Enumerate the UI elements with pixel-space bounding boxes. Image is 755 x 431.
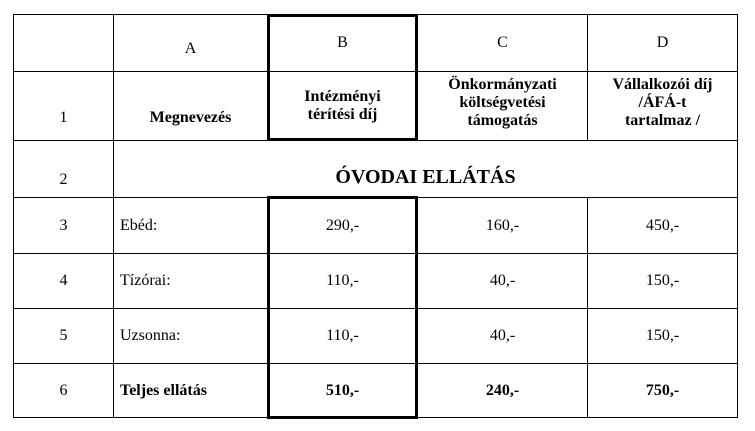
municipal-support: 40,-	[489, 327, 516, 344]
row-number: 6	[59, 381, 68, 399]
row-number: 4	[59, 272, 68, 289]
item-name: Uzsonna:	[120, 327, 181, 344]
header-municipal-support: Önkormányzati költségvetési támogatás	[448, 76, 557, 129]
column-letter-b: B	[337, 34, 348, 51]
header-contractor-fee: Vállalkozói díj /ÁFÁ-t tartalmaz /	[612, 76, 713, 129]
header-institutional-fee: Intézményi térítési díj	[304, 88, 381, 123]
item-name: Tízórai:	[120, 272, 171, 289]
municipal-support: 160,-	[485, 216, 520, 234]
municipal-support: 40,-	[489, 272, 516, 289]
total-contractor-fee: 750,-	[645, 381, 680, 399]
institutional-fee: 110,-	[326, 327, 359, 344]
row-number: 5	[59, 327, 68, 344]
contractor-fee: 150,-	[645, 327, 680, 344]
institutional-fee: 290,-	[325, 216, 360, 234]
column-letter-c: C	[497, 34, 508, 51]
column-letter-a: A	[184, 40, 197, 57]
grid-line	[737, 14, 738, 418]
header-name: Megnevezés	[149, 109, 232, 126]
row-number: 2	[59, 171, 68, 188]
contractor-fee: 450,-	[645, 216, 680, 234]
row-number: 3	[59, 216, 68, 234]
contractor-fee: 150,-	[645, 272, 680, 289]
total-institutional-fee: 510,-	[325, 381, 360, 399]
section-title: ÓVODAI ELLÁTÁS	[335, 166, 516, 188]
institutional-fee: 110,-	[326, 272, 359, 289]
item-name: Ebéd:	[120, 216, 158, 234]
total-municipal-support: 240,-	[485, 381, 520, 399]
column-letter-d: D	[656, 34, 669, 51]
row-number: 1	[59, 109, 68, 126]
total-label: Teljes ellátás	[120, 381, 207, 399]
